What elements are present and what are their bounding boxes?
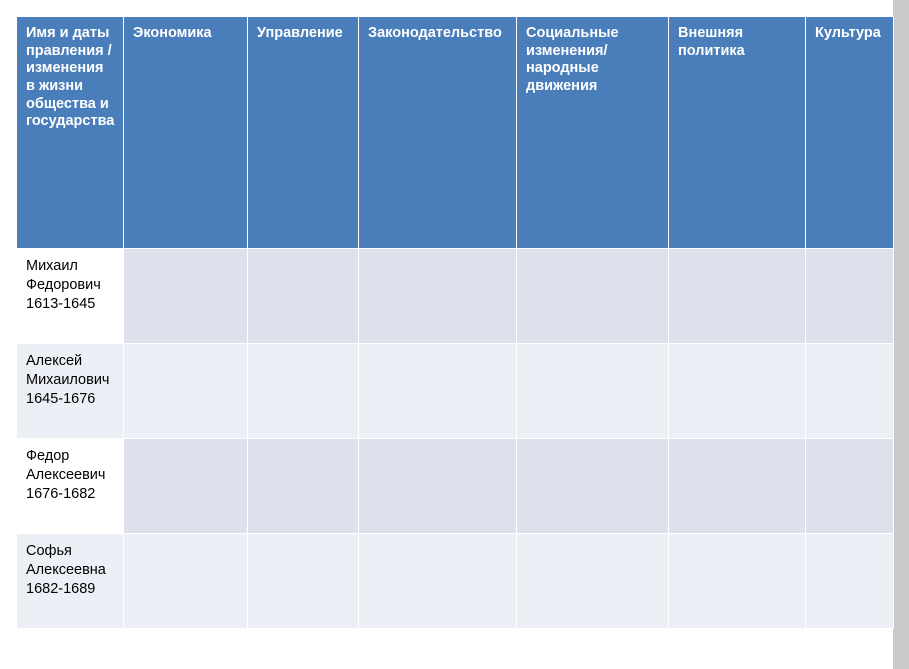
cell-culture[interactable] xyxy=(806,344,894,439)
cell-foreign-policy[interactable] xyxy=(669,439,806,534)
column-header-name-and-dates: Имя и даты правления / изменения в жизни общества и государства xyxy=(17,17,124,249)
ruler-name: Алексей Михаилович xyxy=(26,353,110,388)
table-container xyxy=(16,16,893,629)
cell-social[interactable] xyxy=(517,439,669,534)
cell-culture[interactable] xyxy=(806,534,894,629)
cell-economy[interactable] xyxy=(124,249,248,344)
column-header-economy: Экономика xyxy=(124,17,248,249)
ruler-name: Михаил Федорович xyxy=(26,258,101,293)
cell-management[interactable] xyxy=(248,534,359,629)
table-header-row xyxy=(17,17,894,249)
table-row xyxy=(17,534,894,629)
cell-social[interactable] xyxy=(517,249,669,344)
ruler-name-cell xyxy=(17,344,124,439)
table-row xyxy=(17,439,894,534)
column-header-culture: Культура xyxy=(806,17,894,249)
table-row xyxy=(17,344,894,439)
cell-foreign-policy[interactable] xyxy=(669,344,806,439)
ruler-years: 1613-1645 xyxy=(26,295,96,312)
cell-foreign-policy[interactable] xyxy=(669,534,806,629)
ruler-years: 1676-1682 xyxy=(26,485,96,502)
cell-social[interactable] xyxy=(517,344,669,439)
ruler-name: Софья Алексеевна xyxy=(26,543,106,578)
ruler-years: 1645-1676 xyxy=(26,390,96,407)
ruler-years: 1682-1689 xyxy=(26,580,96,597)
cell-management[interactable] xyxy=(248,344,359,439)
ruler-name-cell xyxy=(17,534,124,629)
reign-comparison-table xyxy=(16,16,894,629)
cell-economy[interactable] xyxy=(124,439,248,534)
cell-culture[interactable] xyxy=(806,249,894,344)
table-header xyxy=(17,17,894,249)
cell-social[interactable] xyxy=(517,534,669,629)
column-header-foreign-policy: Внешняя политика xyxy=(669,17,806,249)
cell-legislation[interactable] xyxy=(359,249,517,344)
cell-economy[interactable] xyxy=(124,534,248,629)
cell-legislation[interactable] xyxy=(359,344,517,439)
cell-legislation[interactable] xyxy=(359,439,517,534)
table-body xyxy=(17,249,894,629)
cell-economy[interactable] xyxy=(124,344,248,439)
column-header-social-changes: Социальные изменения/ народные движения xyxy=(517,17,669,249)
cell-culture[interactable] xyxy=(806,439,894,534)
ruler-name-cell xyxy=(17,439,124,534)
table-row xyxy=(17,249,894,344)
ruler-name: Федор Алексеевич xyxy=(26,448,106,483)
column-header-legislation: Законодательство xyxy=(359,17,517,249)
column-header-management: Управление xyxy=(248,17,359,249)
cell-legislation[interactable] xyxy=(359,534,517,629)
cell-management[interactable] xyxy=(248,249,359,344)
ruler-name-cell xyxy=(17,249,124,344)
cell-management[interactable] xyxy=(248,439,359,534)
cell-foreign-policy[interactable] xyxy=(669,249,806,344)
